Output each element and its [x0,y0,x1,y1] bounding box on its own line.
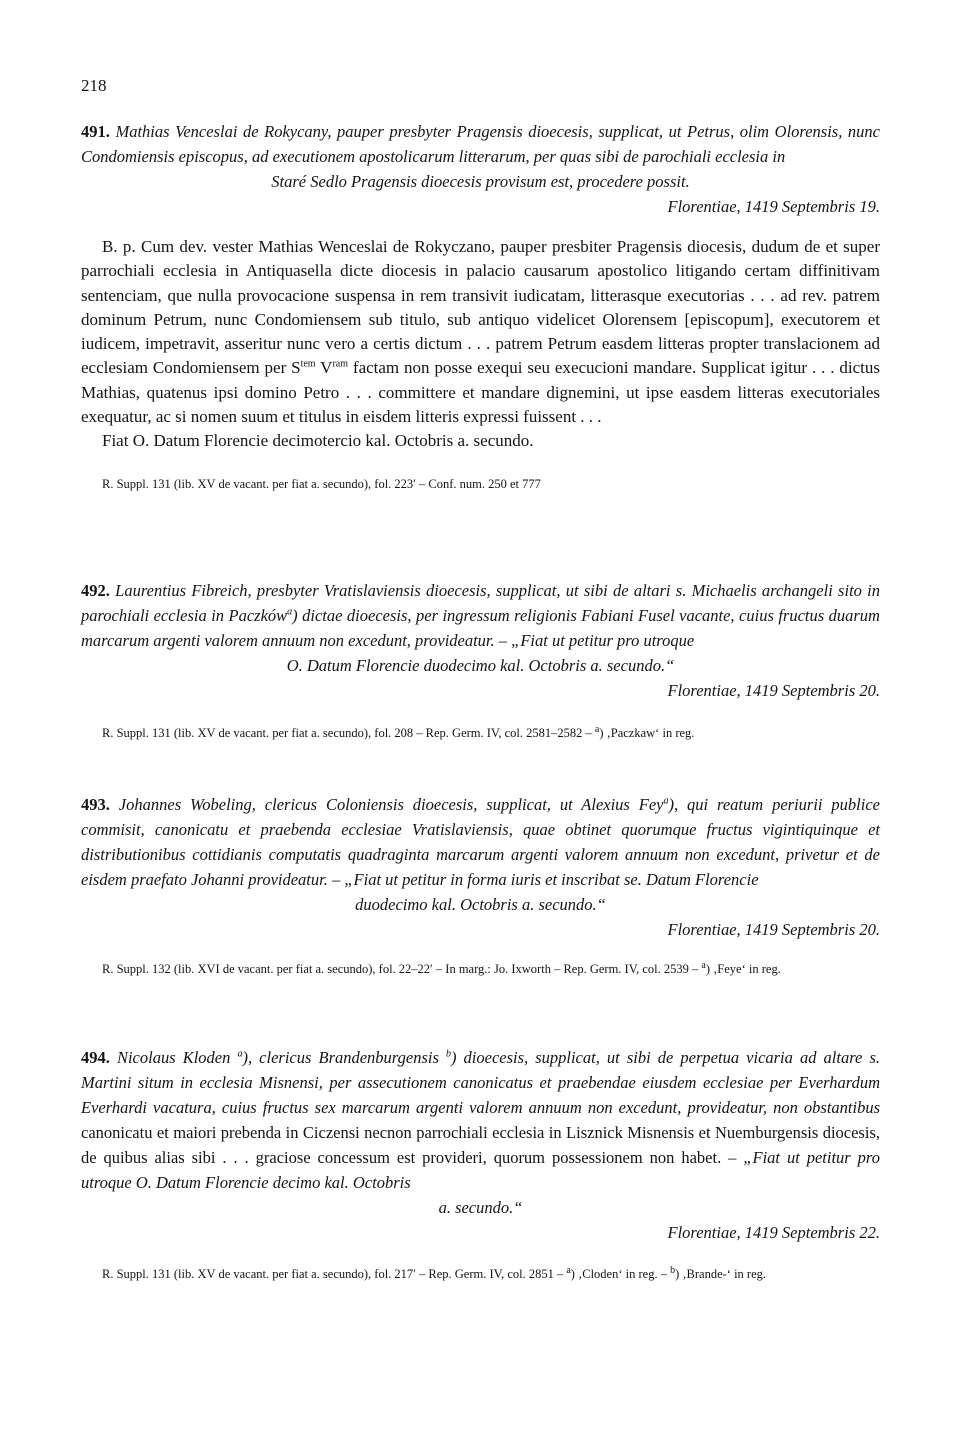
source-note: R. Suppl. 131 (lib. XV de vacant. per fiat a. secundo), fol. 223′ – Conf. num. 250 et 777 [102,476,541,491]
summary-quoted-text: canonicatu et maiori prebenda in Ciczensi necnon parrochiali ecclesia in Lisznick Misnensis et Nuemburgensis diocesis, de quibus alias sibi . . . graciose concessum est provideri, quorum possessionem non habet. – [81,1123,880,1167]
summary-text: ) dictae dioecesis, per ingressum religionis Fabiani Fusel vacante, cuius fructus duarum marcarum argenti valorem annuum non excedunt, provideatur. – „Fiat ut petitur pro utroque [81,606,880,650]
entry-summary [81,792,880,892]
footnote-marker: b [670,1264,676,1276]
entry-491 [81,119,880,493]
note-text: ) ‚Brande-‘ in reg. [675,1267,767,1281]
summary-center-line: duodecimo kal. Octobris a. secundo.“ [355,895,606,914]
footnote-marker: a [287,606,293,618]
note-text: R. Suppl. 132 (lib. XVI de vacant. per fiat a. secundo), fol. 22–22′ – In marg.: Jo. Ixworth – Rep. Germ. IV, col. 2539 – [102,962,702,976]
entry-body [81,235,880,429]
summary-text: Laurentius Fibreich, presbyter Vratislaviensis dioecesis, supplicat, ut sibi de altari s. Michaelis archangeli sito in parochiali ecclesia in Paczków [81,581,881,625]
entry-494 [81,1045,880,1283]
body-text-part: V [315,358,333,378]
body-text-part: B. p. Cum dev. vester Mathias Wenceslai de Rokyczano, pauper presbiter Pragensis diocesis, dudum de et super parrochiali ecclesia in Antiquasella dicte diocesis in palacio causarum apostolico litigando certam diffinitivam sentenciam, que nulla provocacione suspensa in rem transivit iudicatam, litterasque executorias . . . ad rev. patrem dominum Petrum, nunc Condomiensem sub titulo, sub antiquo videlicet Olorensem [episcopum], executorem et iudicem, impetravit, asseritur nunc vero a certis dictum . . . patrem Petrum easdem litteras propter translacionem ad ecclesiam Condomiensem per S [81,237,880,378]
summary-text: Johannes Wobeling, clericus Coloniensis dioecesis, supplicat, ut Alexius Fey [118,795,664,814]
fiat-line: Fiat O. Datum Florencie decimotercio kal. Octobris a. secundo. [102,431,534,451]
superscript: tem [300,358,316,370]
footnote-marker: a [663,795,669,807]
entry-summary [81,1045,880,1195]
footnote-marker: a [566,1264,571,1276]
footnote-marker: a [594,723,600,735]
footnote-marker: a [701,959,706,971]
note-text: R. Suppl. 131 (lib. XV de vacant. per fiat a. secundo), fol. 217′ – Rep. Germ. IV, col. 2851 – [102,1267,567,1281]
source-note [81,1265,880,1283]
entry-date: Florentiae, 1419 Septembris 20. [667,920,880,939]
entry-date: Florentiae, 1419 Septembris 20. [667,681,880,700]
page-number: 218 [81,76,107,95]
note-text: R. Suppl. 131 (lib. XV de vacant. per fiat a. secundo), fol. 208 – Rep. Germ. IV, col. 2581–2582 – [102,726,595,740]
entry-492 [81,578,880,742]
summary-center-line: a. secundo.“ [438,1198,523,1217]
summary-center-line: O. Datum Florencie duodecimo kal. Octobris a. secundo.“ [286,656,675,675]
superscript: ram [332,358,349,370]
entry-number: 491. [81,122,110,141]
entry-summary [81,578,880,653]
summary-text: Nicolaus Kloden [116,1048,238,1067]
source-note [81,724,880,742]
entry-number: 494. [81,1048,110,1067]
summary-text: „Fiat ut petitur pro utroque O. Datum Florencie decimo kal. Octobris [81,1148,880,1192]
footnote-marker: a [237,1048,243,1060]
entry-summary [81,119,880,169]
footnote-marker: b [445,1048,451,1060]
summary-text: ), clericus Brandenburgensis [242,1048,446,1067]
entry-493 [81,792,880,978]
summary-text: ), qui reatum periurii publice commisit, canonicatu et praebenda ecclesiae Vratislaviensis, quae obtinet quorumque fructus vigintiquinque et distributionibus cottidianis computatis quadraginta marcarum argenti valorem annuum non excedunt, privetur et de eisdem praefato Johanni provideatur. – „Fiat ut petitur in forma iuris et inscribat se. Datum Florencie [81,795,880,889]
entry-number: 493. [81,795,110,814]
summary-text: Mathias Venceslai de Rokycany, pauper presbyter Pragensis dioecesis, supplicat, ut Petrus, olim Olorensis, nunc Condomiensis episcopus, ad executionem apostolicarum litterarum, per quas sibi de parochiali ecclesia in [81,122,880,166]
note-text: ) ‚Cloden‘ in reg. – [570,1267,671,1281]
entry-number: 492. [81,581,110,600]
note-text: ) ‚Paczkaw‘ in reg. [599,726,695,740]
summary-text: ) dioecesis, supplicat, ut sibi de perpetua vicaria ad altare s. Martini situm in ecclesia Misnensi, per assecutionem canonicatus et praebendae eiusdem ecclesiae per Everhardum Everhardi vacatura, cuius fructus sex marcarum argenti valorem annuum non excedunt, provideatur, non obstantibus [81,1048,880,1117]
entry-date: Florentiae, 1419 Septembris 19. [667,197,880,216]
note-text: ) ‚Feye‘ in reg. [705,962,781,976]
summary-center-line: Staré Sedlo Pragensis dioecesis provisum est, procedere possit. [271,172,690,191]
source-note [81,960,880,978]
entry-date: Florentiae, 1419 Septembris 22. [667,1223,880,1242]
body-text-part: factam non posse exequi seu execucioni mandare. Supplicat igitur . . . dictus Mathias, quatenus ipsi domino Petro . . . committere et mandare dignemini, ut ipse easdem litteras executoriales exequatur, ac si nomen suum et titulus in eisdem litteris expressi fuissent . . . [81,358,880,427]
